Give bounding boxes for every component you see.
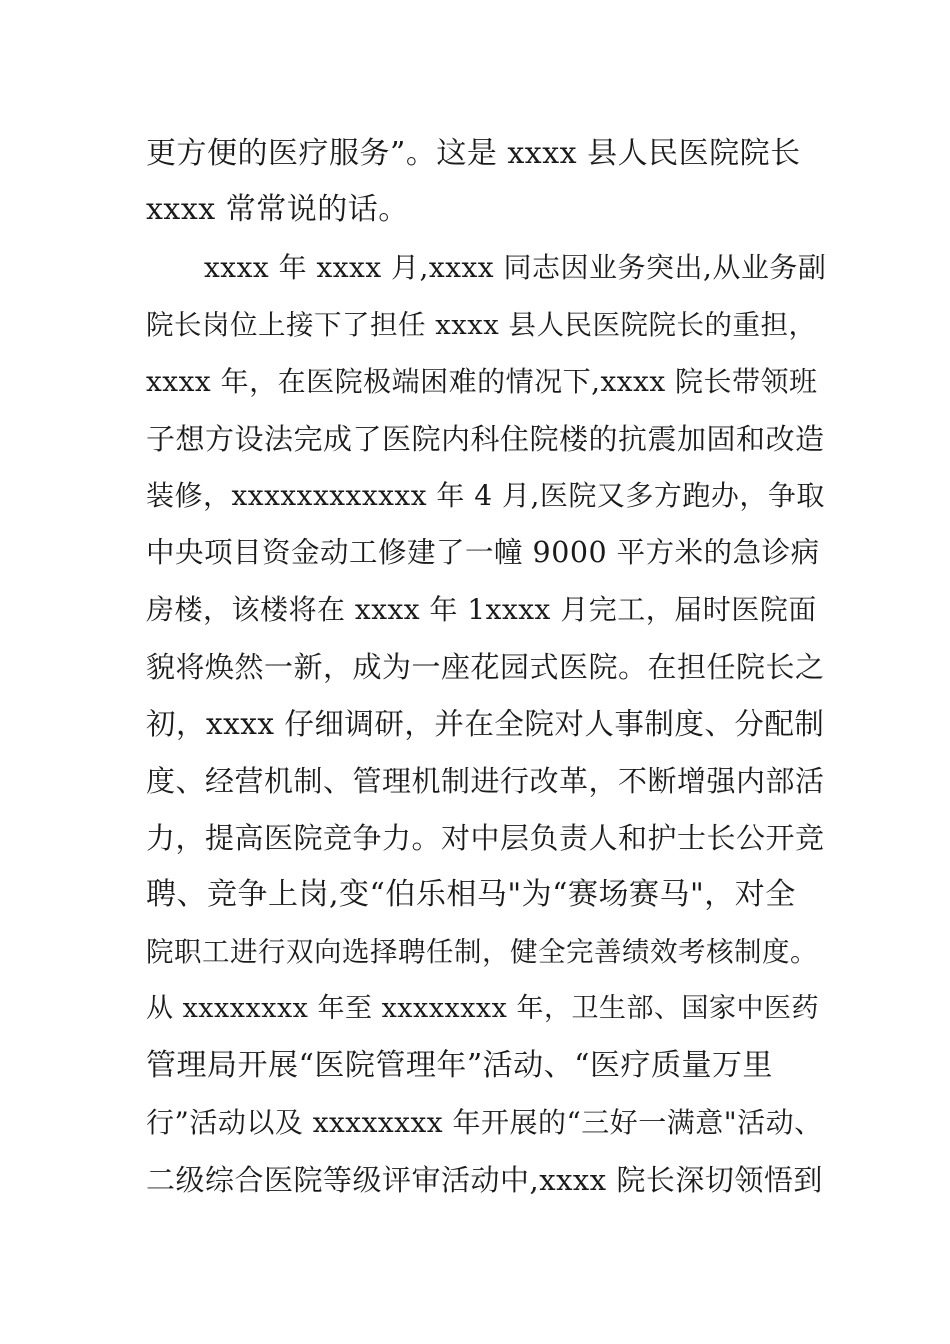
text-line: 管理局开展“医院管理年”活动、“医疗质量万里 [146, 1048, 774, 1083]
text-line: 院职工进行双向选择聘任制，健全完善绩效考核制度。 [146, 936, 818, 968]
text-line: 装修，xxxxxxxxxxxx 年 4 月,医院又多方跑办，争取 [146, 479, 825, 512]
text-line: 子想方设法完成了医院内科住院楼的抗震加固和改造 [146, 422, 825, 456]
text-line: 更方便的医疗服务”。这是 xxxx 县人民医院院长 [146, 136, 801, 171]
text-line: xxxx 常常说的话。 [146, 192, 409, 227]
text-line: 聘、竞争上岗,变“伯乐相马"为“赛场赛马"，对全 [146, 877, 796, 912]
text-line: 度、经营机制、管理机制进行改革，不断增强内部活 [146, 764, 825, 798]
text-line: 中央项目资金动工修建了一幢 9000 平方米的急诊病 [146, 536, 820, 569]
text-line: 二级综合医院等级评审活动中,xxxx 院长深切领悟到 [146, 1163, 823, 1197]
text-line: 初，xxxx 仔细调研，并在全院对人事制度、分配制 [146, 707, 825, 741]
text-line: 行”活动以及 xxxxxxxx 年开展的“三好一满意"活动、 [146, 1106, 823, 1139]
text-line: 力，提高医院竞争力。对中层负责人和护士长公开竞 [146, 821, 825, 855]
text-line: xxxx 年，在医院极端困难的情况下,xxxx 院长带领班 [146, 365, 818, 398]
text-line: 貌将焕然一新，成为一座花园式医院。在担任院长之 [146, 650, 825, 684]
text-line: 院长岗位上接下了担任 xxxx 县人民医院院长的重担， [146, 309, 817, 341]
paragraph-first-line: xxxx 年 xxxx 月,xxxx 同志因业务突出,从业务副 [204, 251, 827, 284]
text-line: 从 xxxxxxxx 年至 xxxxxxxx 年，卫生部、国家中医药 [146, 993, 819, 1024]
text-line: 房楼，该楼将在 xxxx 年 1xxxx 月完工，届时医院面 [146, 593, 817, 626]
